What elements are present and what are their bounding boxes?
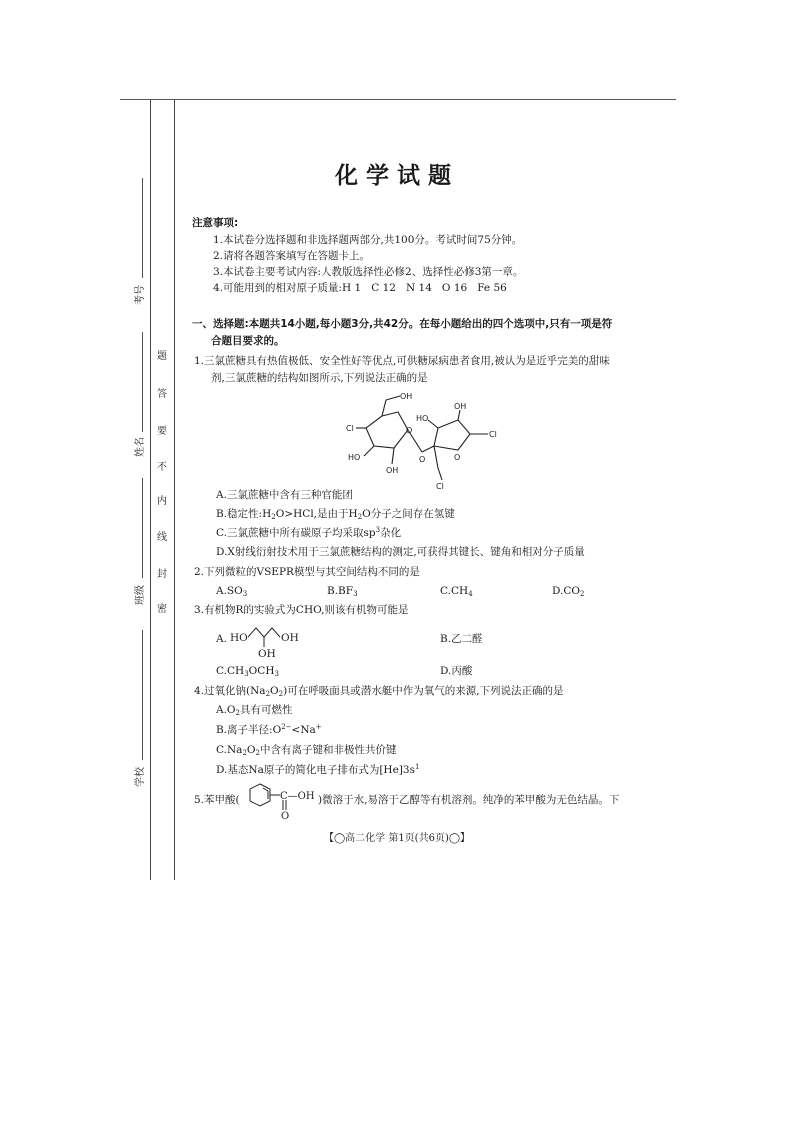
q4-c-mid: O <box>246 744 256 756</box>
q3-c-mid: OCH <box>248 665 275 677</box>
seal-warning-8: 密 <box>157 604 167 615</box>
struct-cl-bottom: Cl <box>436 482 444 491</box>
q4-a-sub: 2 <box>235 709 240 717</box>
q4-stem-post: )可在呼吸面具或潜水艇中作为氧气的来源,下列说法正确的是 <box>283 685 564 697</box>
seal-warning-6: 线 <box>157 532 167 543</box>
q1-option-c <box>216 526 401 540</box>
q4-stem-pre: 4.过氧化钠(Na <box>194 685 266 697</box>
q3-option-a-structure <box>228 620 308 658</box>
notice-heading: 注意事项: <box>192 217 239 229</box>
q3-option-b: B.乙二醛 <box>440 633 483 645</box>
q1-option-b <box>216 507 455 521</box>
q3-option-d: D.丙酸 <box>440 665 473 677</box>
q3-option-c <box>216 664 279 678</box>
q2-d-sub: 2 <box>580 590 585 598</box>
q4-c-sub2: 2 <box>255 749 260 757</box>
q4-stem-sub1: 2 <box>265 690 271 698</box>
struct-o-ring2: O <box>454 453 461 462</box>
q4-a-pre: A.O <box>216 704 236 716</box>
q4-stem-mid: O <box>270 685 279 697</box>
q4-option-d <box>216 763 419 777</box>
q3-stem: 3.有机物R的实验式为CHO,则该有机物可能是 <box>194 604 409 616</box>
q3-c-pre: C.CH <box>216 665 245 677</box>
q3-c-sub1: 3 <box>244 670 249 678</box>
q1-option-a: A.三氯蔗糖中含有三种官能团 <box>216 489 353 501</box>
side-label-xingming: 姓名 <box>135 437 146 457</box>
binding-line-inner <box>174 100 175 880</box>
q2-a-pre: A.SO <box>216 585 243 597</box>
notice-item-3: 3.本试卷主要考试内容:人教版选择性必修2、选择性必修3第一章。 <box>213 266 524 278</box>
page-footer: 【◯高二化学 第1页(共6页)◯】 <box>323 833 471 844</box>
q2-b-pre: B.BF <box>327 585 354 597</box>
q1-b-post: O分子之间存在氢键 <box>362 508 455 520</box>
q2-stem: 2.下列微粒的VSEPR模型与其空间结构不同的是 <box>194 566 420 578</box>
q2-option-a <box>216 584 247 598</box>
banji-line <box>142 478 143 578</box>
q2-a-sub: 3 <box>242 590 248 598</box>
q2-c-pre: C.CH <box>440 585 469 597</box>
seal-warning-2: 答 <box>157 389 167 400</box>
q1-stem-line1: 1.三氯蔗糖具有热值极低、安全性好等优点,可供糖尿病患者食用,被认为是近乎完美的甜味 <box>194 355 610 367</box>
side-label-kaohao: 考号 <box>135 285 146 305</box>
top-rule <box>120 99 676 100</box>
side-label-banji: 班级 <box>135 585 146 605</box>
q2-b-sub: 3 <box>353 590 358 598</box>
q5-stem-pre: 5.苯甲酸( <box>194 794 240 806</box>
q2-option-d <box>552 584 585 598</box>
struct-cl-right: Cl <box>489 430 497 439</box>
notice-item-1: 1.本试卷分选择题和非选择题两部分,共100分。考试时间75分钟。 <box>213 234 523 246</box>
q1-b-mid: O>HCl,是由于H <box>275 508 358 520</box>
q4-option-b <box>216 723 322 737</box>
q1-b-pre: B.稳定性:H <box>216 508 272 520</box>
q1-c-pre: C.三氯蔗糖中所有碳原子均采取sp <box>216 527 376 539</box>
q1-option-d: D.X射线衍射技术用于三氯蔗糖结构的测定,可获得其键长、键角和相对分子质量 <box>216 546 585 558</box>
q1-c-post: 杂化 <box>380 527 402 539</box>
q3-option-a-label: A. <box>216 633 227 645</box>
struct-oh-bottom: OH <box>386 466 399 475</box>
q2-c-sub: 4 <box>468 590 473 598</box>
seal-warning-4: 不 <box>157 462 167 473</box>
q2-option-c <box>440 584 473 598</box>
struct-oh-right: OH <box>454 402 467 411</box>
q4-a-post: 具有可燃性 <box>240 704 293 716</box>
notice-item-4: 4.可能用到的相对原子质量:H 1 C 12 N 14 O 16 Fe 56 <box>213 282 507 294</box>
seal-warning-5: 内 <box>157 496 167 507</box>
seal-warning-1: 题 <box>157 351 167 362</box>
q1-c-sup: 3 <box>375 526 381 534</box>
q1-b-sub2: 2 <box>357 513 363 521</box>
q2-option-b <box>327 584 358 598</box>
q4-b-mid: <Na <box>291 724 316 736</box>
q4-d-sup: 1 <box>414 763 420 771</box>
benzoic-o: O <box>281 811 290 820</box>
section-heading-line1: 一、选择题:本题共14小题,每小题3分,共42分。在每小题给出的四个选项中,只有一项是符 <box>192 318 613 330</box>
q4-b-sup1: 2− <box>281 723 292 731</box>
q1-b-sub1: 2 <box>271 513 276 521</box>
struct-cl-left: Cl <box>346 424 354 433</box>
kaohao-line <box>142 178 143 278</box>
q3-c-sub2: 3 <box>274 670 279 678</box>
benzoic-acid-structure <box>246 780 318 820</box>
q4-b-sup2: + <box>315 723 322 731</box>
sucralose-structure <box>330 388 510 494</box>
q3-a-oh2: OH <box>258 648 276 658</box>
struct-ho-right: HO <box>416 414 429 423</box>
struct-ho-left: HO <box>348 453 361 462</box>
binding-line-outer <box>150 100 151 880</box>
q4-option-a <box>216 703 293 717</box>
q4-stem-sub2: 2 <box>278 690 284 698</box>
q4-option-c <box>216 743 397 757</box>
xingming-line <box>142 332 143 432</box>
q5-stem-post: )微溶于水,易溶于乙醇等有机溶剂。纯净的苯甲酸为无色结晶。下 <box>318 794 620 806</box>
q3-a-oh1: OH <box>281 632 299 644</box>
seal-warning-7: 封 <box>157 569 167 580</box>
side-label-xuexiao: 学校 <box>135 767 146 787</box>
xuexiao-line <box>142 630 143 760</box>
notice-item-2: 2.请将各题答案填写在答题卡上。 <box>213 250 371 262</box>
q4-c-sub1: 2 <box>242 749 247 757</box>
q4-stem <box>194 684 564 698</box>
q4-c-post: 中含有离子键和非极性共价键 <box>260 744 397 756</box>
q1-stem-line2: 剂,三氯蔗糖的结构如图所示,下列说法正确的是 <box>211 372 428 384</box>
page-title: 化学试题 <box>335 163 459 189</box>
q2-d-pre: D.CO <box>552 585 581 597</box>
section-heading-line2: 合题目要求的。 <box>211 335 285 347</box>
struct-o-link: O <box>419 455 426 464</box>
q4-b-pre: B.离子半径:O <box>216 724 282 736</box>
seal-warning-3: 要 <box>157 426 167 437</box>
q4-c-pre: C.Na <box>216 744 243 756</box>
benzoic-cooh: C—OH <box>280 791 315 802</box>
q3-a-ho: HO <box>230 632 248 644</box>
struct-o-ring1: O <box>406 426 413 435</box>
struct-oh-top: OH <box>400 392 413 401</box>
q4-d-pre: D.基态Na原子的简化电子排布式为[He]3s <box>216 764 415 776</box>
